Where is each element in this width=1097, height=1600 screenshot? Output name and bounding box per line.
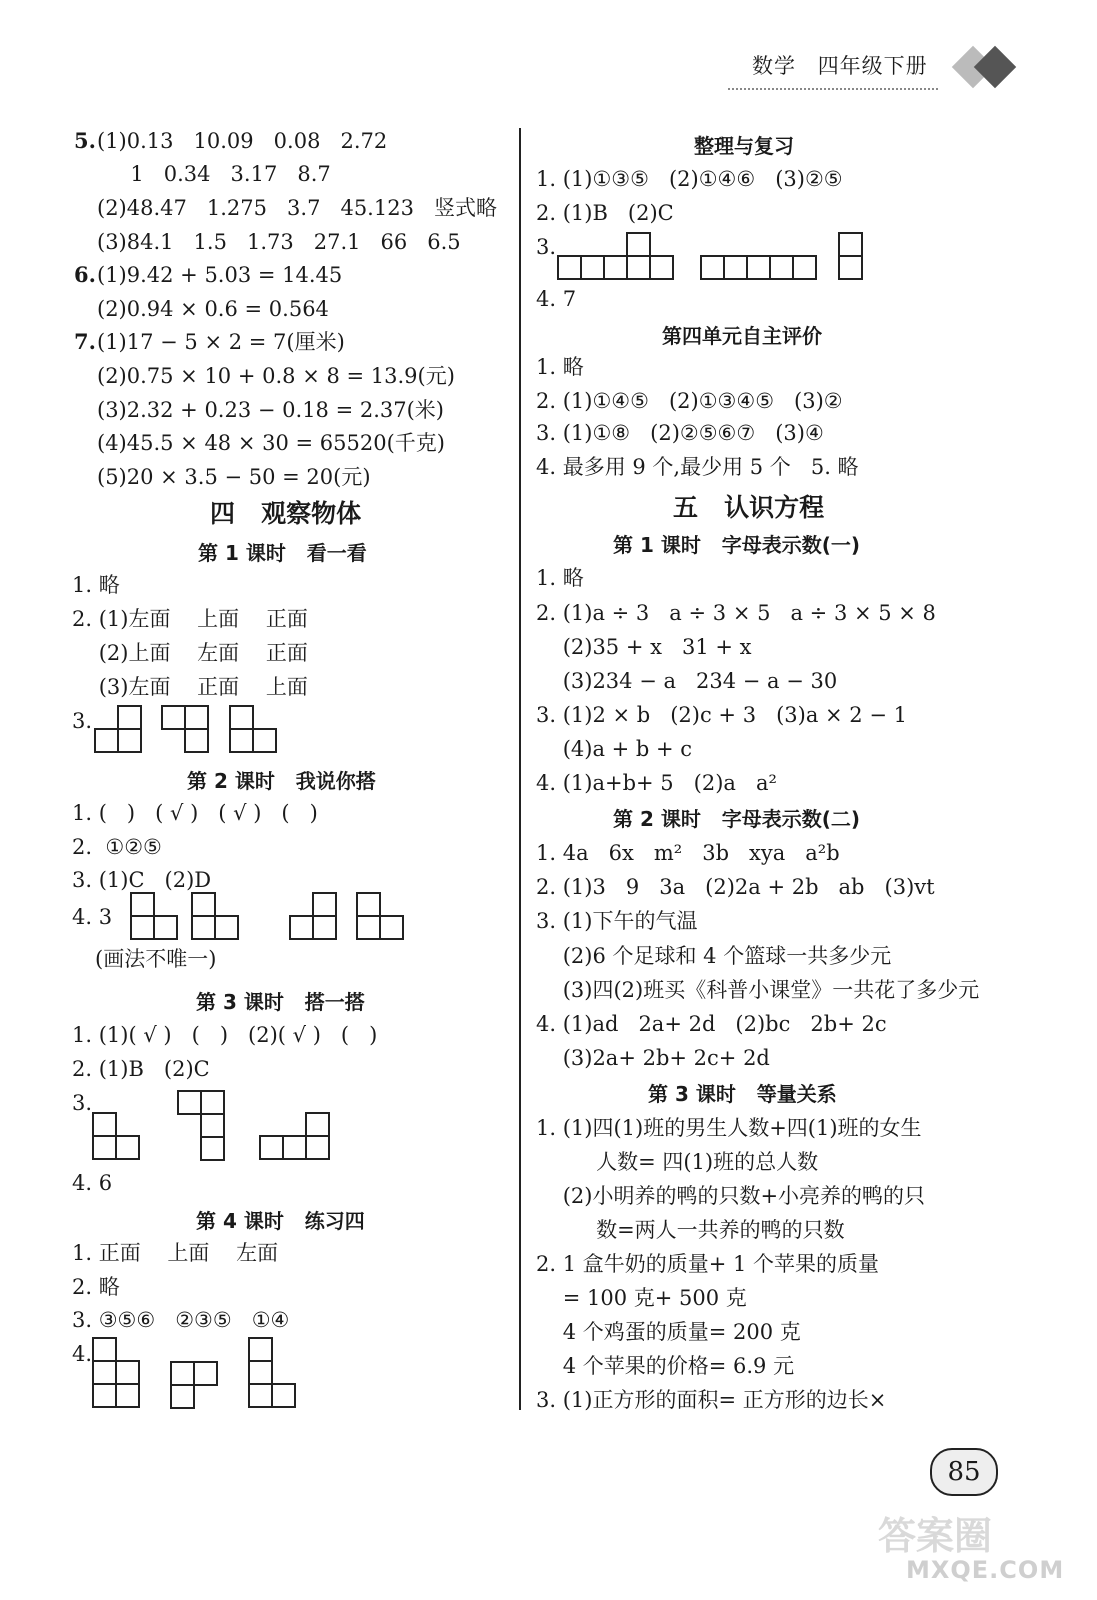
cube-cell xyxy=(130,915,155,940)
answer-line: 3. (1)①⑧ (2)②⑤⑥⑦ (3)④ xyxy=(536,421,824,445)
answer-line: 1. (1)( √ ) ( ) (2)( √ ) ( ) xyxy=(72,1023,378,1047)
page-header xyxy=(752,50,942,80)
cube-cell xyxy=(117,728,142,753)
section-title: 整理与复习 xyxy=(694,134,794,158)
watermark-logo: 答案圈 xyxy=(878,1514,993,1558)
cube-cell xyxy=(271,1383,296,1408)
answer-line: 1. 正面 上面 左面 xyxy=(72,1241,279,1265)
cube-cell xyxy=(170,1384,195,1409)
cube-cell xyxy=(838,232,863,257)
cube-cell xyxy=(289,915,314,940)
cube-cell xyxy=(248,1383,273,1408)
answer-line: 1. 略 xyxy=(72,573,120,597)
answer-line: (3)234 − a 234 − a − 30 xyxy=(536,669,838,693)
cube-cell xyxy=(191,892,216,917)
answer-line: 4. 7 xyxy=(536,287,577,311)
cube-cell xyxy=(92,1112,117,1137)
cube-cell xyxy=(170,1361,195,1386)
cube-cell xyxy=(117,705,142,730)
cube-cell xyxy=(115,1135,140,1160)
answer-line: (2)0.75 × 10 + 0.8 × 8 = 13.9(元) xyxy=(97,364,455,388)
header-subject: 数学 xyxy=(752,54,796,78)
answer-line: 2. (1)①④⑤ (2)①③④⑤ (3)② xyxy=(536,389,843,413)
section-title: 第四单元自主评价 xyxy=(662,324,822,348)
cube-cell xyxy=(356,915,381,940)
cube-cell xyxy=(580,255,605,280)
answer-line: 2. (1)a ÷ 3 a ÷ 3 × 5 a ÷ 3 × 5 × 8 xyxy=(536,601,936,625)
cube-cell xyxy=(193,1361,218,1386)
answer-line: (3)四(2)班买《科普小课堂》一共花了多少元 xyxy=(536,978,980,1002)
cube-cell xyxy=(769,255,794,280)
watermark-url: MXQE.COM xyxy=(906,1556,1065,1584)
answer-line: 2. (1)B (2)C xyxy=(536,201,674,225)
cube-cell xyxy=(92,1337,117,1362)
cube-cell xyxy=(200,1113,225,1138)
answer-line: 2. 1 盒牛奶的质量+ 1 个苹果的质量 xyxy=(536,1252,880,1276)
answer-line: (4)a + b + c xyxy=(536,737,693,761)
cube-cell xyxy=(305,1112,330,1137)
answer-line: 1. 略 xyxy=(536,355,584,379)
answer-line: 1. 略 xyxy=(536,566,584,590)
answer-line: 1. ( ) ( √ ) ( √ ) ( ) xyxy=(72,801,318,825)
answer-line: 4 个苹果的价格= 6.9 元 xyxy=(536,1354,795,1378)
cube-cell xyxy=(130,892,155,917)
answer-line: 1 0.34 3.17 8.7 xyxy=(97,162,331,186)
page-number: 85 xyxy=(930,1448,998,1496)
cube-cell xyxy=(248,1360,273,1385)
answer-line: (3)左面 正面 上面 xyxy=(72,675,308,699)
answer-line: 1. 4a 6x m² 3b xya a²b xyxy=(536,841,840,865)
lesson-title: 第 1 课时 看一看 xyxy=(198,541,367,565)
cube-cell xyxy=(356,892,381,917)
answer-line: (1)0.13 10.09 0.08 2.72 xyxy=(97,129,388,153)
lesson-title: 第 1 课时 字母表示数(一) xyxy=(613,533,861,557)
answer-line: (2)48.47 1.275 3.7 45.123 竖式略 xyxy=(97,196,497,220)
answer-line: 3. ③⑤⑥ ②③⑤ ①④ xyxy=(72,1308,290,1332)
answer-line: 2. (1)左面 上面 正面 xyxy=(72,607,308,631)
cube-cell xyxy=(92,1383,117,1408)
cube-cell xyxy=(649,255,674,280)
answer-line: 2. (1)3 9 3a (2)2a + 2b ab (3)vt xyxy=(536,875,935,899)
answer-line: (2)小明养的鸭的只数+小亮养的鸭的只 xyxy=(536,1184,926,1208)
cube-cell xyxy=(838,255,863,280)
answer-line: 2. 略 xyxy=(72,1275,120,1299)
question-number: 7. xyxy=(74,329,96,354)
cube-cell xyxy=(252,728,277,753)
answer-line: 数=两人一共养的鸭的只数 xyxy=(536,1218,845,1242)
cube-cell xyxy=(229,728,254,753)
answer-line: 3. (1)C (2)D xyxy=(72,868,212,892)
answer-line: 3. xyxy=(72,709,93,733)
question-number: 5. xyxy=(74,128,96,153)
cube-cell xyxy=(248,1337,273,1362)
cube-cell xyxy=(229,705,254,730)
answer-line: = 100 克+ 500 克 xyxy=(536,1286,747,1310)
cube-cell xyxy=(557,255,582,280)
cube-cell xyxy=(200,1090,225,1115)
cube-cell xyxy=(792,255,817,280)
cube-cell xyxy=(115,1383,140,1408)
unit-title: 五 认识方程 xyxy=(673,493,825,522)
answer-line: (4)45.5 × 48 × 30 = 65520(千克) xyxy=(97,431,445,455)
answer-line: (3)2a+ 2b+ 2c+ 2d xyxy=(536,1046,770,1070)
answer-line: 3. xyxy=(536,235,557,259)
cube-cell xyxy=(115,1360,140,1385)
cube-cell xyxy=(184,728,209,753)
cube-cell xyxy=(161,705,186,730)
cube-cell xyxy=(305,1135,330,1160)
cube-cell xyxy=(312,892,337,917)
answer-line: 1. (1)四(1)班的男生人数+四(1)班的女生 xyxy=(536,1116,922,1140)
cube-cell xyxy=(626,255,651,280)
lesson-title: 第 2 课时 字母表示数(二) xyxy=(613,807,861,831)
answer-line: (2)35 + x 31 + x xyxy=(536,635,752,659)
cube-cell xyxy=(700,255,725,280)
cube-cell xyxy=(191,915,216,940)
answer-line: 3. (1)2 × b (2)c + 3 (3)a × 2 − 1 xyxy=(536,703,907,727)
answer-line: 3. (1)正方形的面积= 正方形的边长× xyxy=(536,1388,887,1412)
cube-cell xyxy=(282,1135,307,1160)
cube-cell xyxy=(92,1360,117,1385)
lesson-title: 第 3 课时 等量关系 xyxy=(648,1082,837,1106)
column-divider xyxy=(519,128,521,1410)
cube-cell xyxy=(153,915,178,940)
cube-cell xyxy=(94,728,119,753)
unit-title: 四 观察物体 xyxy=(210,499,362,528)
answer-line: (3)84.1 1.5 1.73 27.1 66 6.5 xyxy=(97,230,461,254)
answer-line: 4. 6 xyxy=(72,1171,113,1195)
answer-line: 4 个鸡蛋的质量= 200 克 xyxy=(536,1320,801,1344)
cube-cell xyxy=(214,915,239,940)
cube-cell xyxy=(259,1135,284,1160)
answer-line: 2. (1)B (2)C xyxy=(72,1057,210,1081)
cube-cell xyxy=(626,232,651,257)
question-number: 6. xyxy=(74,262,96,287)
answer-line: (1)9.42 + 5.03 = 14.45 xyxy=(97,263,343,287)
lesson-title: 第 4 课时 练习四 xyxy=(196,1209,365,1233)
answer-line: 1. (1)①③⑤ (2)①④⑥ (3)②⑤ xyxy=(536,167,843,191)
answer-line: (5)20 × 3.5 − 50 = 20(元) xyxy=(97,465,371,489)
cube-cell xyxy=(312,915,337,940)
answer-line: 4. (1)ad 2a+ 2d (2)bc 2b+ 2c xyxy=(536,1012,887,1036)
cube-cell xyxy=(200,1136,225,1161)
answer-line: 人数= 四(1)班的总人数 xyxy=(536,1150,819,1174)
answer-line: (2)6 个足球和 4 个篮球一共多少元 xyxy=(536,944,892,968)
cube-cell xyxy=(177,1090,202,1115)
cube-cell xyxy=(746,255,771,280)
answer-line: 4. (1)a+b+ 5 (2)a a² xyxy=(536,771,777,795)
answer-line: (2)0.94 × 0.6 = 0.564 xyxy=(97,297,329,321)
lesson-title: 第 2 课时 我说你搭 xyxy=(187,769,376,793)
answer-line: 3. xyxy=(72,1091,93,1115)
cube-cell xyxy=(184,705,209,730)
lesson-title: 第 3 课时 搭一搭 xyxy=(196,990,365,1014)
cube-cell xyxy=(92,1135,117,1160)
answer-line: (2)上面 左面 正面 xyxy=(72,641,308,665)
cube-cell xyxy=(723,255,748,280)
answer-line: (画法不唯一) xyxy=(95,947,217,971)
answer-line: 4. 最多用 9 个,最少用 5 个 5. 略 xyxy=(536,455,859,479)
cube-cell xyxy=(603,255,628,280)
cube-cell xyxy=(379,915,404,940)
answer-line: (1)17 − 5 × 2 = 7(厘米) xyxy=(97,330,345,354)
answer-line: 4. xyxy=(72,1342,93,1366)
header-grade: 四年级下册 xyxy=(817,54,928,78)
answer-line: 4. 3 xyxy=(72,905,113,929)
header-rule xyxy=(728,88,938,90)
answer-line: 2. ①②⑤ xyxy=(72,835,162,859)
answer-line: (3)2.32 + 0.23 − 0.18 = 2.37(米) xyxy=(97,398,445,422)
answer-line: 3. (1)下午的气温 xyxy=(536,909,698,933)
